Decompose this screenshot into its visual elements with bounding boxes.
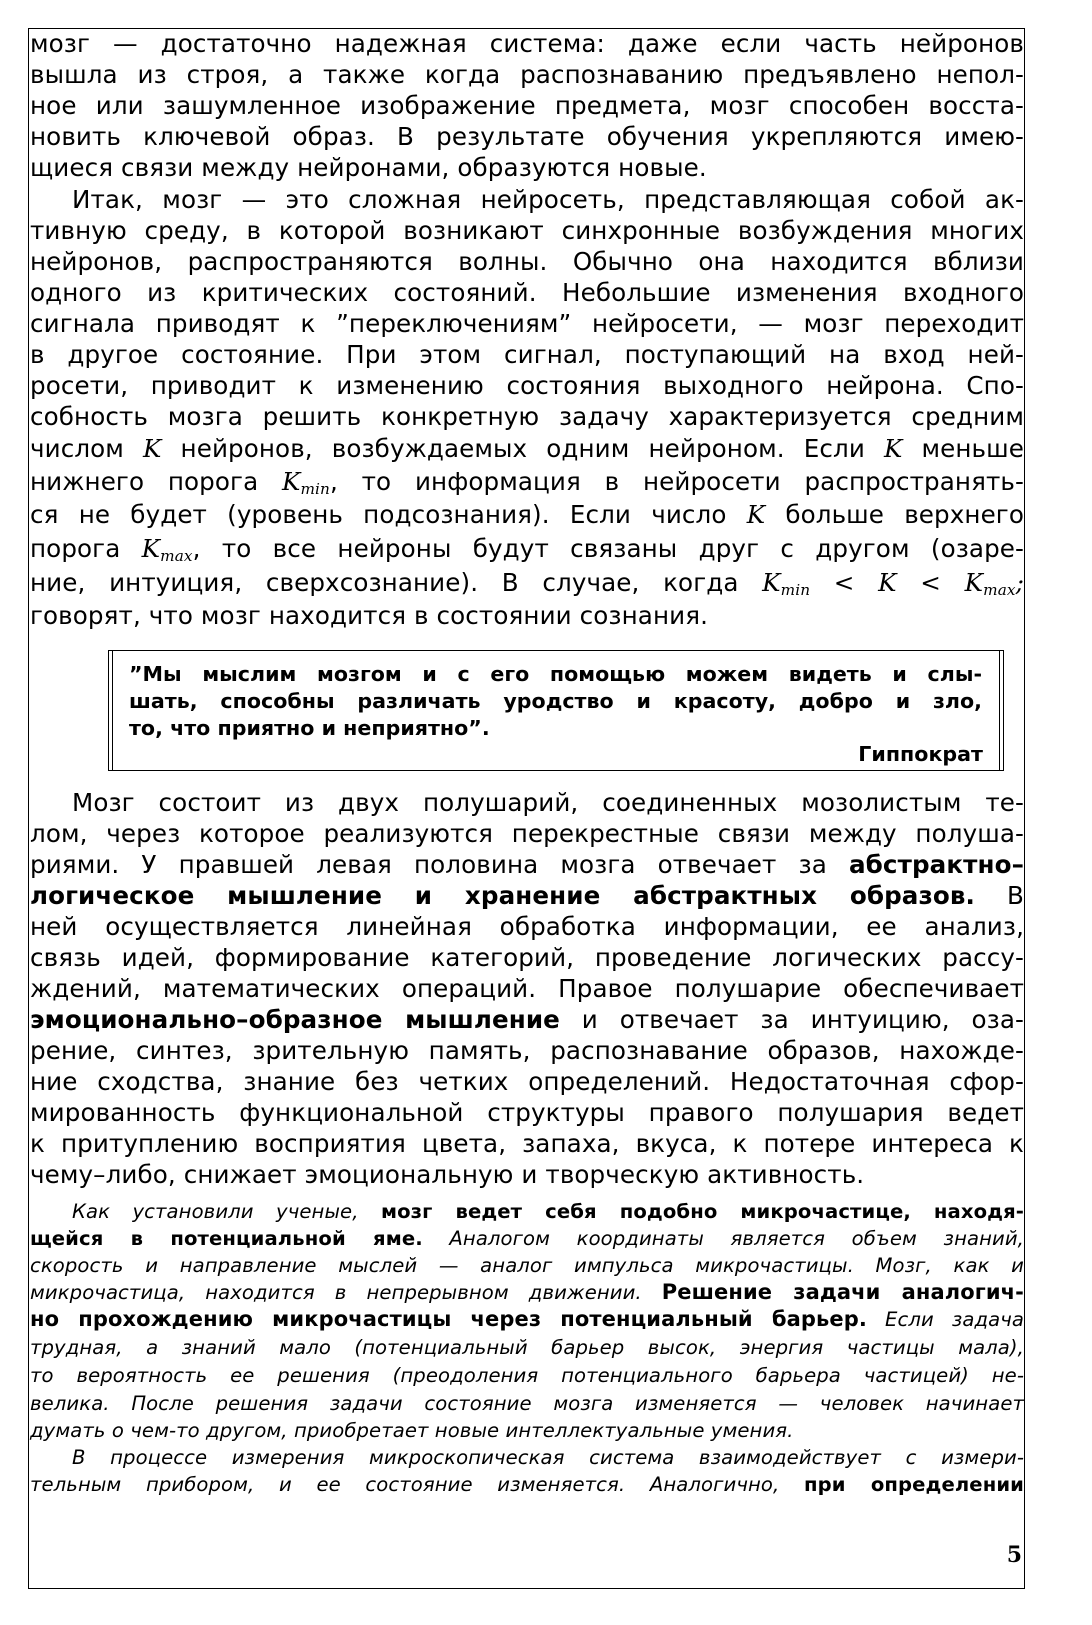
text: , то информация в нейросети распространять- — [329, 467, 1024, 496]
bold-text: но прохождению микрочастицы через потенциальный барьер. — [30, 1307, 867, 1331]
text: числом — [30, 434, 143, 463]
page-number: 5 — [1006, 1542, 1022, 1568]
text-line: рение, синтез, зрительную память, распознавание образов, нахожде- — [30, 1036, 1024, 1065]
text-line: чему–либо, снижает эмоциональную и творческую активность. — [30, 1160, 865, 1189]
math-variable-k: K — [746, 500, 766, 529]
text-line: новить ключевой образ. В результате обучения укрепляются имею- — [30, 122, 1024, 151]
text-line — [30, 1004, 1024, 1035]
text-line: говорят, что мозг находится в состоянии сознания. — [30, 601, 709, 630]
quote-author: Гиппократ — [858, 742, 983, 766]
math-inequality: $K_{min} < K < K_{max}$; — [762, 568, 1024, 599]
text: порога — [30, 534, 142, 563]
text-line: нейронов, распространяются волны. Обычно она находится вблизи — [30, 247, 1024, 276]
text-line: лом, через которое реализуются перекрестные связи между полуша- — [30, 819, 1024, 848]
text-line: росети, приводит к изменению состояния выходного нейрона. Спо- — [30, 371, 1024, 400]
text: больше верхнего — [765, 500, 1024, 529]
text-line: собность мозга решить конкретную задачу характеризуется средним — [30, 402, 1024, 431]
math-variable-k: K — [143, 434, 162, 463]
text-line — [30, 433, 1024, 464]
text: риями. У правшей левая половина мозга отвечает за — [30, 850, 849, 879]
text-line: то вероятность ее решения (преодоления потенциального барьера частицей) не- — [30, 1364, 1024, 1387]
italic-text: тельным прибором, и ее состояние изменяется. Аналогично, — [30, 1473, 804, 1496]
text-line: скорость и направление мыслей — аналог импульса микрочастицы. Мозг, как и — [30, 1254, 1024, 1277]
text-line: одного из критических состояний. Небольшие изменения входного — [30, 278, 1024, 307]
text-line — [30, 1198, 1024, 1225]
text-line: В процессе измерения микроскопическая система взаимодействует с измери- — [72, 1446, 1024, 1469]
text-line: велика. После решения задачи состояние мозга изменяется — человек начинает — [30, 1392, 1024, 1415]
text-line: ние сходства, знание без четких определений. Недостаточная сфор- — [30, 1067, 1024, 1096]
quote-line: ”Мы мыслим мозгом и с его помощью можем видеть и слы- — [129, 662, 982, 686]
text-line: думать о чем-то другом, приобретает новые интеллектуальные умения. — [30, 1419, 794, 1442]
text-line — [30, 1225, 1024, 1252]
text-line: вышла из строя, а также когда распознаванию предъявлено непол- — [30, 60, 1024, 89]
math-variable-k: K — [883, 434, 903, 463]
text-line: ней осуществляется линейная обработка информации, ее анализ, — [30, 912, 1024, 941]
text-line — [30, 880, 1024, 911]
text-line — [30, 1471, 1024, 1498]
bold-text: Решение задачи аналогич- — [661, 1280, 1024, 1304]
text: В — [975, 881, 1024, 910]
text-line — [30, 1306, 1024, 1333]
text: нижнего порога — [30, 467, 282, 496]
math-k-max: $K_{max}$ — [141, 534, 193, 565]
text-line: щиеся связи между нейронами, образуются новые. — [30, 153, 707, 182]
bold-text: логическое мышление и хранение абстрактных образов. — [30, 881, 975, 910]
text: ние, интуиция, сверхсознание). В случае, когда — [30, 568, 763, 597]
italic-text: микрочастица, находится в непрерывном движении. — [30, 1281, 662, 1304]
text-line: мозг — достаточно надежная система: даже если часть нейронов — [30, 29, 1024, 58]
text-line: Мозг состоит из двух полушарий, соединенных мозолистым те- — [72, 788, 1024, 817]
text-line: ждений, математических операций. Правое полушарие обеспечивает — [30, 974, 1024, 1003]
text-line — [30, 499, 1024, 530]
text-line: в другое состояние. При этом сигнал, поступающий на вход ней- — [30, 340, 1024, 369]
text-line — [30, 1279, 1024, 1306]
text: меньше — [902, 434, 1024, 463]
bold-text: щейся в потенциальной яме. — [30, 1227, 423, 1250]
text: , то все нейроны будут связаны друг с другом (озаре- — [192, 534, 1024, 563]
text-line: связь идей, формирование категорий, проведение логических рассу- — [30, 943, 1024, 972]
text-line: ное или зашумленное изображение предмета, мозг способен восста- — [30, 91, 1024, 120]
italic-text: Аналогом координаты является объем знаний, — [422, 1227, 1025, 1250]
text-line: мированность функциональной структуры правого полушария ведет — [30, 1098, 1024, 1127]
text-line — [30, 849, 1024, 880]
italic-text: Как установили ученые, — [72, 1200, 381, 1223]
text-line: к притуплению восприятия цвета, запаха, вкуса, к потере интереса к — [30, 1129, 1024, 1158]
math-k-min: $K_{min}$ — [282, 467, 330, 498]
text: и отвечает за интуицию, оза- — [559, 1005, 1024, 1034]
quote-line: шать, способны различать уродство и красоту, добро и зло, — [129, 689, 982, 713]
text-line: сигнала приводят к ”переключениям” нейросети, — мозг переходит — [30, 309, 1024, 338]
bold-text: мозг ведет себя подобно микрочастице, находя- — [380, 1200, 1024, 1223]
text-line: Итак, мозг — это сложная нейросеть, представляющая собой ак- — [72, 185, 1024, 214]
bold-text: при определении — [804, 1473, 1024, 1496]
text: нейронов, возбуждаемых одним нейроном. Если — [161, 434, 884, 463]
italic-text: Если задача — [866, 1308, 1024, 1331]
bold-text: эмоционально–образное мышление — [30, 1005, 560, 1034]
text-line: тивную среду, в которой возникают синхронные возбуждения многих — [30, 216, 1024, 245]
text-line: трудная, а знаний мало (потенциальный барьер высок, энергия частицы мала), — [30, 1336, 1024, 1359]
quote-line: то, что приятно и неприятно”. — [129, 716, 490, 740]
bold-text: абстрактно– — [848, 850, 1024, 879]
text-line — [30, 533, 1024, 572]
text: ся не будет (уровень подсознания). Если число — [30, 500, 747, 529]
quote-box — [108, 650, 1004, 771]
